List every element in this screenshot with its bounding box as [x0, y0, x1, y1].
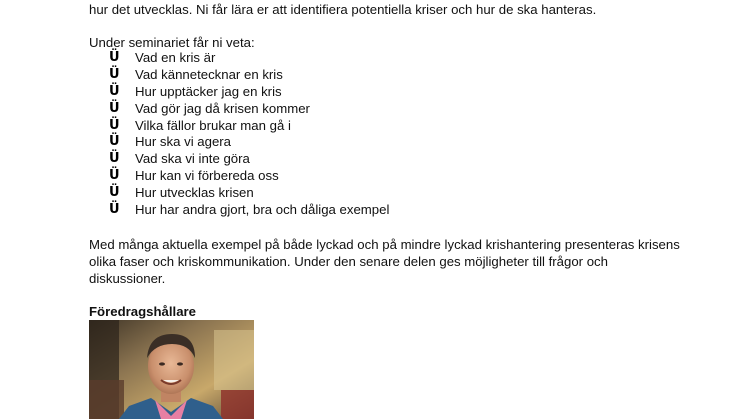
checkmark-bullet-icon: Ü	[109, 168, 120, 184]
summary-line-2: olika faser och kriskommunikation. Under den senare delen ges möjligheter till frågor och	[89, 254, 608, 269]
list-item-text: Vad en kris är	[135, 50, 216, 65]
list-item-text: Hur upptäcker jag en kris	[135, 83, 282, 99]
intro-paragraph: hur det utvecklas. Ni får lära er att identifiera potentiella kriser och hur de ska hanteras.	[89, 2, 597, 17]
list-item-text: Vad kännetecknar en kris	[135, 66, 283, 82]
checkmark-bullet-icon: Ü	[109, 66, 120, 82]
checkmark-bullet-icon: Ü	[109, 83, 120, 99]
list-item	[109, 84, 389, 101]
seminar-topic-list	[109, 50, 389, 219]
checkmark-bullet-icon: Ü	[109, 151, 120, 167]
list-item	[109, 151, 389, 168]
list-item	[109, 185, 389, 202]
checkmark-bullet-icon: Ü	[109, 134, 120, 150]
list-item-text: Hur kan vi förbereda oss	[135, 168, 279, 184]
list-item	[109, 50, 389, 67]
list-item	[109, 67, 389, 84]
checkmark-bullet-icon: Ü	[109, 100, 120, 116]
list-item	[109, 202, 389, 219]
list-item-text: Hur utvecklas krisen	[135, 185, 254, 201]
checkmark-bullet-icon: Ü	[109, 202, 120, 218]
list-item	[109, 118, 389, 135]
summary-line-3: diskussioner.	[89, 271, 166, 286]
checkmark-bullet-icon: Ü	[109, 185, 120, 201]
list-item	[109, 101, 389, 118]
speaker-heading: Föredragshållare	[89, 304, 197, 319]
speaker-photo	[89, 320, 254, 419]
list-item-text: Hur ska vi agera	[135, 134, 232, 150]
list-item-text: Vilka fällor brukar man gå i	[135, 117, 291, 133]
checkmark-bullet-icon: Ü	[109, 117, 120, 133]
list-item-text: Vad ska vi inte göra	[135, 151, 250, 167]
seminar-heading: Under seminariet får ni veta:	[89, 35, 255, 50]
list-item-text: Vad gör jag då krisen kommer	[135, 100, 310, 116]
checkmark-bullet-icon: Ü	[109, 50, 120, 65]
list-item	[109, 168, 389, 185]
summary-line-1: Med många aktuella exempel på både lyckad och på mindre lyckad krishantering presenteras krisens	[89, 237, 680, 252]
list-item-text: Hur har andra gjort, bra och dåliga exempel	[135, 202, 390, 218]
list-item	[109, 134, 389, 151]
